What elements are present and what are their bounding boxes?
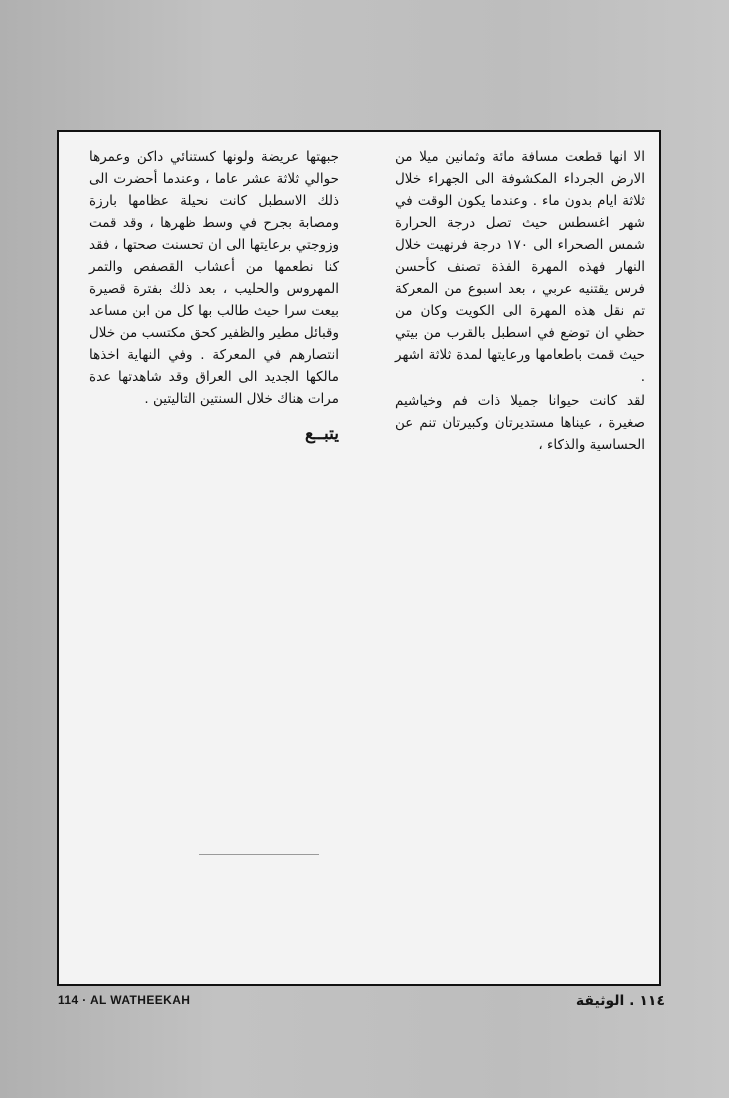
article-column-left [89,146,339,446]
right-column-paragraph-2: لقد كانت حيوانا جميلا ذات فم وخياشيم صغيرة ، عيناها مستديرتان وكبيرتان تنم عن الحساسية والذكاء ، [395,393,645,453]
article-column-right [395,146,645,456]
faint-divider-line [199,854,319,855]
to-be-continued-label: يتبــع [305,424,339,444]
footer-page-label-latin: 114 · AL WATHEEKAH [58,993,191,1007]
left-column-paragraph-1: جبهتها عريضة ولونها كستنائي داكن وعمرها حوالي ثلاثة عشر عاما ، وعندما أحضرت الى ذلك الاسطبل كانت نحيلة عظامها بارزة ومصابة بجرح في وسط ظهرها ، وقد قمت وزوجتي برعايتها الى ان تحسنت صحتها ، فقد كنا نطعمها من أعشاب القصفص والتمر المهروس والحليب ، بعد ذلك بفترة قصيرة بيعت سرا حيث طالب بها كل من ابن مساعد وقبائل مطير والظفير كحق مكتسب من خلال انتصارهم في المعركة . وفي النهاية اخذها مالكها الجديد الى العراق وقد شاهدتها عدة مرات هناك خلال السنتين التاليتين . [89,149,339,407]
footer-page-label-arabic: ١١٤ . الوثيقة [575,993,665,1009]
article-frame [57,130,661,986]
right-column-paragraph-1: الا انها قطعت مسافة مائة وثمانين ميلا من الارض الجرداء المكشوفة الى الجهراء خلال ثلاثة ايام بدون ماء . وعندما يكون الوقت في شهر اغسطس حيث تصل درجة الحرارة شمس الصحراء الى ١٧٠ درجة فرنهيت خلال النهار فهذه المهرة الفذة تصنف كأحسن فرس يقتنيه عربي ، بعد اسبوع من المعركة تم نقل هذه المهرة الى الكويت وكان من حظي ان توضع في اسطبل بالقرب من بيتي حيث قمت باطعامها ورعايتها لمدة ثلاثة اشهر . [395,149,645,385]
